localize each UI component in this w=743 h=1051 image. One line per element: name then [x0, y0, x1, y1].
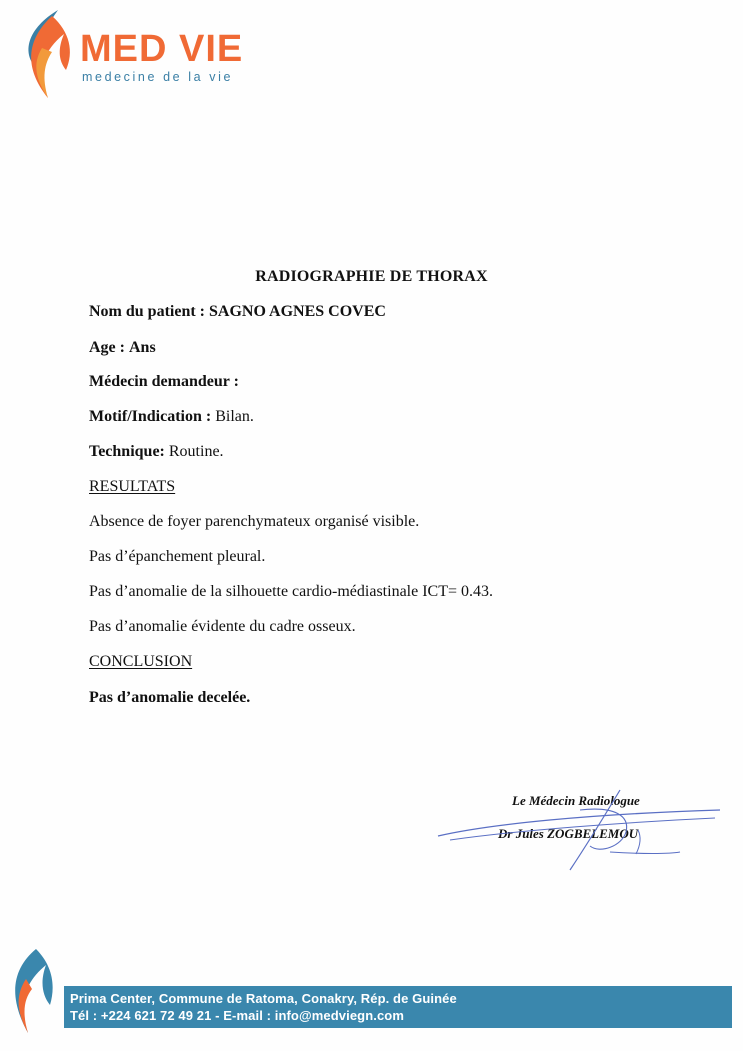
- signer-name: Dr Jules ZOGBELEMOU: [498, 826, 639, 841]
- patient-name-line: [89, 303, 386, 321]
- indication-line: [89, 408, 254, 426]
- flame-leaf-icon: [18, 8, 78, 100]
- requesting-doctor-line: [89, 373, 239, 391]
- technique-label: Technique:: [89, 443, 165, 460]
- result-item: Absence de foyer parenchymateux organisé visible.: [89, 513, 420, 530]
- indication-label: Motif/Indication :: [89, 408, 212, 425]
- footer-address: Prima Center, Commune de Ratoma, Conakry, Rép. de Guinée: [70, 991, 457, 1006]
- conclusion-heading: CONCLUSION: [89, 653, 193, 670]
- brand-logo: [18, 8, 258, 103]
- age-label: Age :: [89, 339, 125, 356]
- result-item: Pas d’anomalie évidente du cadre osseux.: [89, 618, 356, 635]
- results-heading: RESULTATS: [89, 478, 176, 495]
- brand-name: MED VIE: [80, 28, 244, 70]
- handwritten-signature: [430, 780, 730, 880]
- flame-leaf-icon: [6, 945, 62, 1035]
- age-line: [89, 339, 156, 357]
- indication-value: Bilan.: [215, 408, 254, 425]
- result-item: Pas d’épanchement pleural.: [89, 548, 266, 565]
- signer-title: Le Médecin Radiologue: [512, 793, 640, 808]
- patient-name-label: Nom du patient :: [89, 303, 206, 320]
- requesting-doctor-label: Médecin demandeur :: [89, 373, 239, 390]
- footer-banner: [64, 986, 732, 1028]
- age-value: Ans: [128, 339, 156, 356]
- technique-line: [89, 443, 224, 461]
- conclusion-text: Pas d’anomalie decelée.: [89, 689, 251, 706]
- technique-value: Routine.: [168, 443, 224, 460]
- result-item: Pas d’anomalie de la silhouette cardio-médiastinale ICT= 0.43.: [89, 583, 494, 600]
- footer-contact: Tél : +224 621 72 49 21 - E-mail : info@medviegn.com: [70, 1008, 404, 1023]
- report-title: RADIOGRAPHIE DE THORAX: [255, 268, 488, 285]
- patient-name-value: SAGNO AGNES COVEC: [209, 303, 386, 320]
- brand-tagline: medecine de la vie: [82, 70, 234, 84]
